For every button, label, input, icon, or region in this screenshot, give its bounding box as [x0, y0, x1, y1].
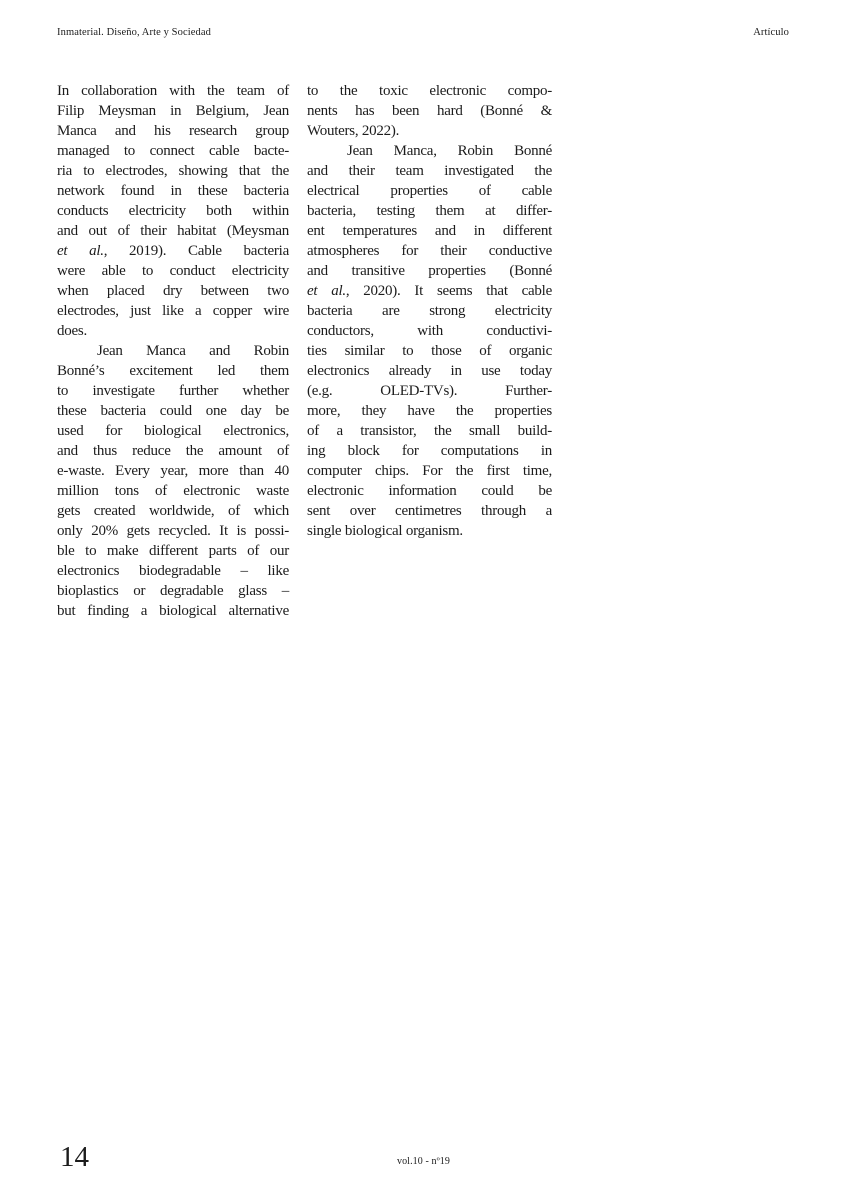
- text-line: electronics biodegradable – like: [57, 563, 289, 579]
- page-number: 14: [60, 1141, 89, 1173]
- text-line: of a transistor, the small build-: [307, 423, 552, 439]
- text-line: when placed dry between two: [57, 283, 289, 299]
- text-line: atmospheres for their conductive: [307, 243, 552, 259]
- text-line: ing block for computations in: [307, 443, 552, 459]
- section-label: Artículo: [753, 27, 789, 38]
- text-line: to investigate further whether: [57, 383, 289, 399]
- text-line: bacteria are strong electricity: [307, 303, 552, 319]
- text-line: Jean Manca and Robin: [97, 343, 289, 359]
- text-line: Filip Meysman in Belgium, Jean: [57, 103, 289, 119]
- text-line: used for biological electronics,: [57, 423, 289, 439]
- text-line: electronics already in use today: [307, 363, 552, 379]
- text-line: single biological organism.: [307, 523, 463, 539]
- text-line: electronic information could be: [307, 483, 552, 499]
- text-line: nents has been hard (Bonné &: [307, 103, 552, 119]
- text-line: conducts electricity both within: [57, 203, 289, 219]
- text-line: more, they have the properties: [307, 403, 552, 419]
- text-line: Jean Manca, Robin Bonné: [347, 143, 552, 159]
- text-line: gets created worldwide, of which: [57, 503, 289, 519]
- text-line: but finding a biological alternative: [57, 603, 289, 619]
- text-line: electrodes, just like a copper wire: [57, 303, 289, 319]
- running-header: [57, 27, 789, 38]
- text-line: Bonné’s excitement led them: [57, 363, 289, 379]
- text-line: ble to make different parts of our: [57, 543, 289, 559]
- text-line: et al., 2019). Cable bacteria: [57, 243, 289, 259]
- text-line: computer chips. For the first time,: [307, 463, 552, 479]
- text-line: network found in these bacteria: [57, 183, 289, 199]
- text-line: million tons of electronic waste: [57, 483, 289, 499]
- text-line: these bacteria could one day be: [57, 403, 289, 419]
- text-line: and transitive properties (Bonné: [307, 263, 552, 279]
- text-line: ria to electrodes, showing that the: [57, 163, 289, 179]
- journal-name: Inmaterial. Diseño, Arte y Sociedad: [57, 27, 211, 38]
- text-line: electrical properties of cable: [307, 183, 552, 199]
- text-line: In collaboration with the team of: [57, 83, 289, 99]
- text-line: bacteria, testing them at differ-: [307, 203, 552, 219]
- text-line: ties similar to those of organic: [307, 343, 552, 359]
- text-line: were able to conduct electricity: [57, 263, 289, 279]
- text-line: to the toxic electronic compo-: [307, 83, 552, 99]
- text-line: and their team investigated the: [307, 163, 552, 179]
- volume-issue: vol.10 - nº19: [396, 1156, 450, 1167]
- text-line: does.: [57, 323, 87, 339]
- text-line: e-waste. Every year, more than 40: [57, 463, 289, 479]
- left-text-column: [57, 81, 289, 621]
- text-line: Manca and his research group: [57, 123, 289, 139]
- text-line: only 20% gets recycled. It is possi-: [57, 523, 289, 539]
- text-line: managed to connect cable bacte-: [57, 143, 289, 159]
- text-line: and out of their habitat (Meysman: [57, 223, 289, 239]
- text-line: et al., 2020). It seems that cable: [307, 283, 553, 299]
- text-line: conductors, with conductivi-: [307, 323, 552, 339]
- right-text-column: [307, 81, 552, 541]
- text-line: Wouters, 2022).: [307, 123, 400, 139]
- text-line: and thus reduce the amount of: [57, 443, 289, 459]
- text-line: ent temperatures and in different: [307, 223, 552, 239]
- text-line: bioplastics or degradable glass –: [57, 583, 289, 599]
- text-line: (e.g. OLED-TVs). Further-: [307, 383, 552, 399]
- text-line: sent over centimetres through a: [307, 503, 552, 519]
